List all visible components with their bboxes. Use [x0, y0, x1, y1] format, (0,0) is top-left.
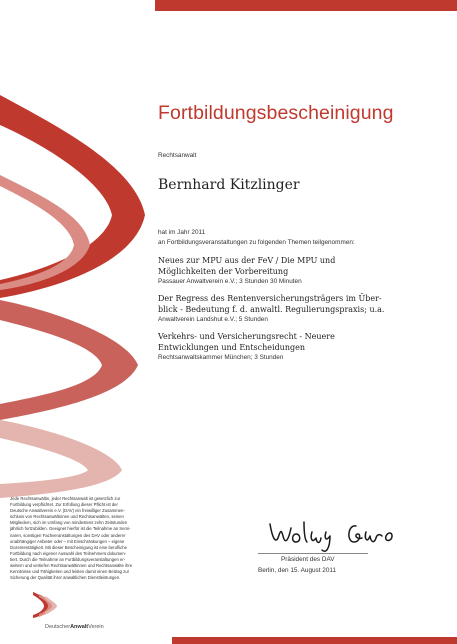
topic-title-line: Neues zur MPU aus der FeV / Die MPU und: [158, 256, 336, 265]
topic-item: [158, 255, 408, 285]
topic-meta: Passauer Anwaltverein e.V.; 3 Stunden 30 Minuten: [158, 278, 302, 285]
dav-logo-icon: [25, 590, 65, 620]
topic-title-line: Der Regress des Rentenversicherungsträgers im Über-: [158, 294, 382, 303]
topic-meta: Anwaltverein Landshut e.V.; 5 Stunden: [158, 316, 268, 323]
intro-line: hat im Jahr 2011: [158, 229, 206, 236]
bottom-accent-bar: [172, 637, 457, 644]
legal-line: Dozententätigkeit. Mit dieser Bescheinigung ist eine berufliche: [10, 544, 127, 550]
recipient-role: Rechtsanwalt: [158, 152, 197, 159]
legal-line: schluss von Rechtsanwältinnen und Rechtsanwälten, seinen: [10, 514, 124, 520]
topic-meta: Rechtsanwaltskammer München; 3 Stunden: [158, 354, 284, 361]
recipient-name: Bernhard Kitzlinger: [158, 177, 300, 193]
topic-title-line: Möglichkeiten der Vorbereitung: [158, 267, 289, 276]
signature-icon: [266, 514, 416, 554]
topic-list: [158, 255, 408, 369]
topic-title-line: Verkehrs- und Versicherungsrecht - Neuere: [158, 332, 335, 341]
legal-line: tiert. Durch die Teilnahme an Fortbildungsveranstaltungen er-: [10, 556, 126, 562]
legal-line: unabhängiger Anbieter oder – mit Einschränkungen – eigene: [10, 538, 125, 544]
logo-text-prefix: Deutscher: [45, 624, 71, 630]
legal-line: jährlich fortzubilden. Geeignet hierfür ist die Teilnahme an Semi-: [10, 526, 131, 532]
topic-item: [158, 331, 408, 361]
top-accent-bar: [155, 0, 457, 11]
legal-line: Deutsche Anwaltverein e.V. (DAV) ein freiwilliger Zusammen-: [10, 508, 125, 514]
legal-line: Kenntnisse und Fähigkeiten und leisten damit einen Beitrag zur: [10, 569, 130, 575]
topic-title: [158, 331, 408, 353]
logo-text-bold: Anwalt: [70, 624, 89, 630]
place-and-date: Berlin, den 15. August 2011: [258, 567, 337, 574]
legal-line: Jede Rechtsanwältin, jeder Rechtsanwalt ist gesetzlich zur: [10, 496, 121, 501]
red-wave-decoration: [0, 0, 160, 500]
document-title: Fortbildungsbescheinigung: [158, 102, 394, 124]
legal-line: Fortbildung verpflichtet. Zur Erfüllung dieser Pflicht ist der: [10, 502, 118, 508]
signature-line: [258, 553, 368, 554]
signatory-title: Präsident des DAV: [281, 556, 335, 563]
legal-line: naren, sonstigen Fachveranstaltungen des DAV oder anderer: [10, 532, 126, 538]
legal-line: weitern und vertiefen Rechtsanwältinnen und Rechtsanwälte ihre: [10, 563, 133, 569]
legal-line: Sicherung der Qualität ihrer anwaltlichen Dienstleistungen.: [10, 575, 121, 581]
dav-logo-text: [45, 624, 104, 630]
topic-title-line: Entwicklungen und Entscheidungen: [158, 343, 305, 352]
intro-text: [158, 228, 355, 248]
topic-title: [158, 255, 408, 277]
logo-text-suffix: Verein: [88, 624, 104, 630]
topic-title-line: blick - Bedeutung f. d. anwaltl. Regulierungspraxis; u.a.: [158, 305, 385, 314]
intro-line: an Fortbildungsveranstaltungen zu folgenden Themen teilgenommen:: [158, 239, 355, 246]
topic-title: [158, 293, 408, 315]
legal-line: Mitgliedern, sich im Umfang von mindestens zehn Zeitstunden: [10, 520, 128, 526]
legal-notice: [10, 496, 152, 581]
legal-line: Fortbildung nach eigener Auswahl des Teilnehmers dokumen-: [10, 550, 127, 556]
topic-item: [158, 293, 408, 323]
